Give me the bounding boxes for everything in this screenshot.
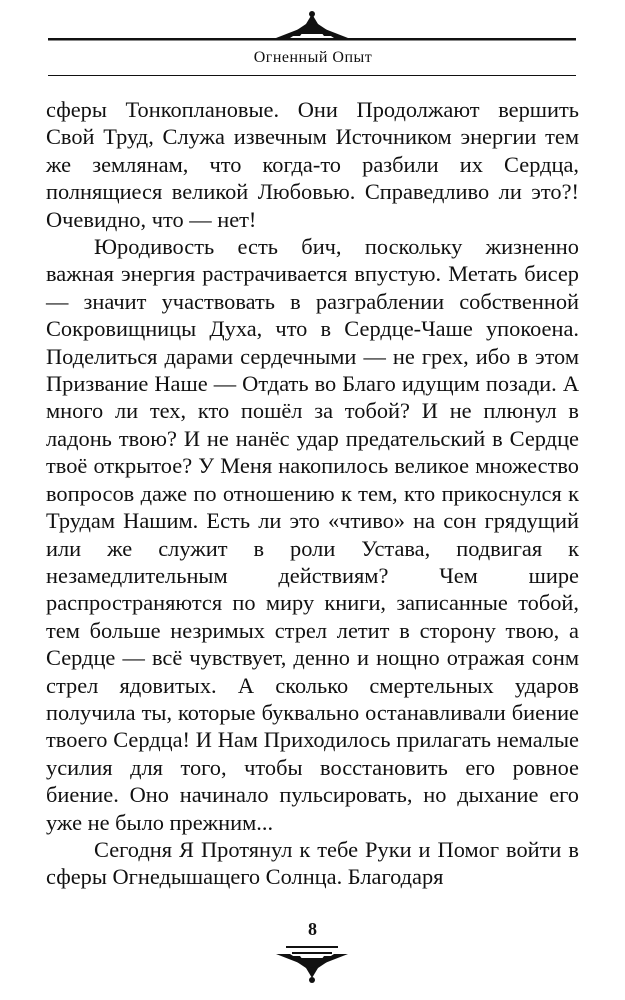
- bottom-fan-ornament-icon: [0, 942, 625, 990]
- top-fan-ornament-icon: [0, 6, 625, 42]
- paragraph: сферы Тонкоплановые. Они Продолжают вершить Свой Труд, Служа извечным Источником энергии тем же землянам, что когда-то разбили их Сердца, полнящиеся великой Любовью. Справедливо ли это?! Очевидно, что — нет!: [46, 97, 579, 232]
- header-divider: [48, 75, 576, 76]
- body-text: [46, 96, 579, 891]
- page-number: 8: [308, 919, 317, 939]
- paragraph: Юродивость есть бич, поскольку жизненно важная энергия растрачивается впустую. Метать бисер — значит участвовать в разграблении собственной Сокровищницы Духа, что в Сердце-Чаше упокоена. Поделиться дарами сердечными — не грех, ибо в этом Призвание Наше — Отдать во Благо идущим позади. А много ли тех, кто пошёл за тобой? И не плюнул в ладонь твою? И не нанёс удар предательский в Сердце твоё открытое? У Меня накопилось великое множество вопросов даже по отношению к тем, кто прикоснулся к Трудам Нашим. Есть ли это «чтиво» на сон грядущий или же служит в роли Устава, подвигая к незамедлительным действиям? Чем шире распространяются по миру книги, записанные тобой, тем больше незримых стрел летит в сторону твою, а Сердце — всё чувствует, денно и нощно отражая сонм стрел ядовитых. А сколько смертельных ударов получила ты, которые буквально останавливали биение твоего Сердца! И Нам Приходилось прилагать немалые усилия для того, чтобы восстановить его ровное биение. Оно начинало пульсировать, но дыхание его уже не было прежним...: [46, 234, 579, 835]
- running-header-title: Огненный Опыт: [253, 49, 373, 66]
- page-footer: [0, 918, 625, 993]
- paragraph: Сегодня Я Протянул к тебе Руки и Помог войти в сферы Огнедышащего Солнца. Благодаря: [46, 836, 579, 890]
